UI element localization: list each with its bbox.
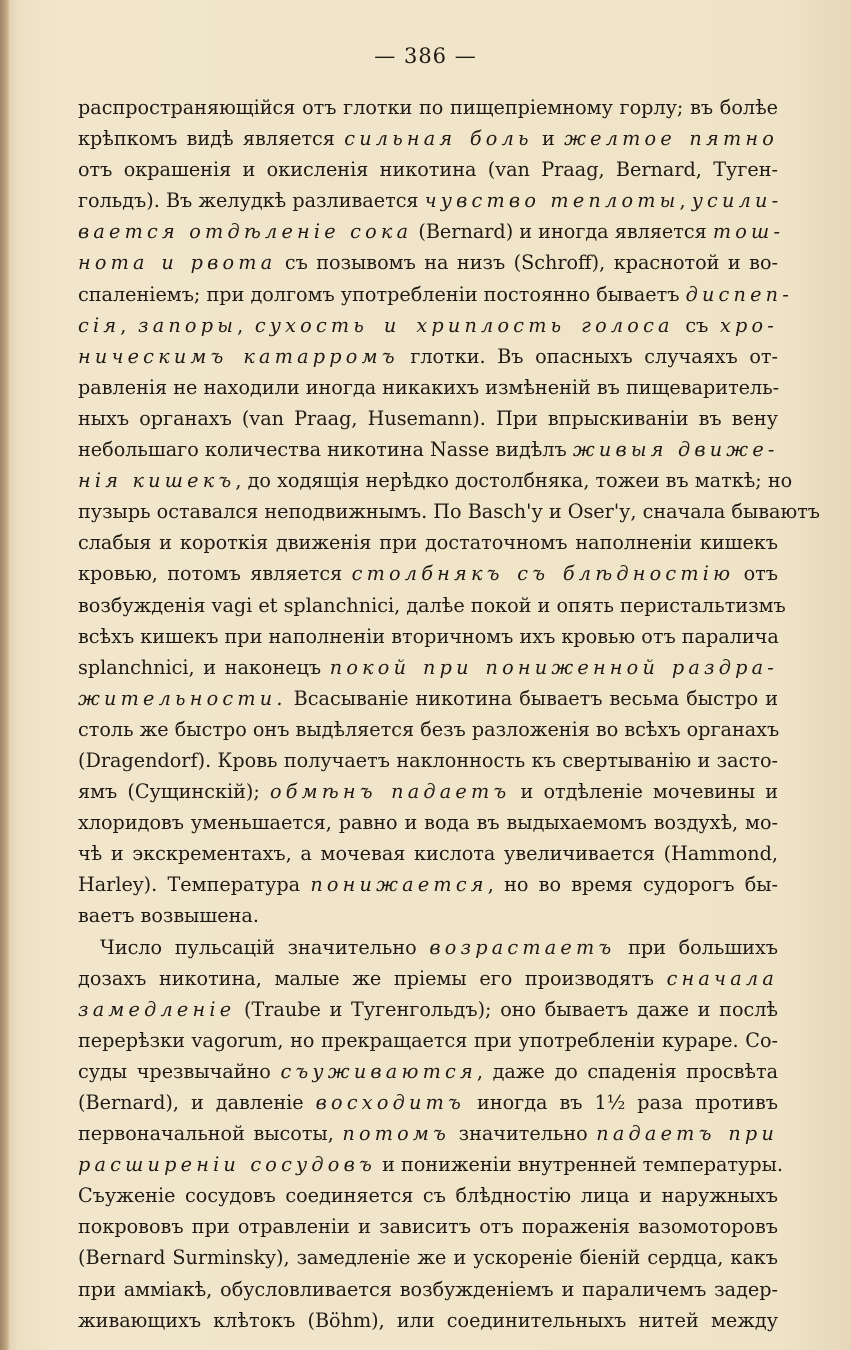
text-run: живающихъ клѣтокъ (Böhm), или соединительныхъ нитей между [78,1308,778,1332]
text-line [78,900,778,931]
text-run: (Bernard Surminsky), замедленіе же и ускореніе біеній сердца, какъ [78,1246,778,1270]
text-line [78,869,778,900]
text-line [78,994,778,1025]
text-run: значительно [450,1122,597,1146]
text-run: , [237,313,255,337]
text-line [78,807,778,838]
spaced-emphasis: сія [78,313,121,337]
text-line [78,558,778,589]
text-run: Harley). Температура [78,873,311,897]
text-line [78,838,778,869]
text-run: равленія не находили иногда никакихъ измѣненій въ пищеваритель- [78,375,780,399]
spaced-emphasis: падаетъ при [596,1122,779,1146]
text-run: съ позывомъ на низъ (Schroff), краснотой и во- [276,251,778,275]
spaced-emphasis: сначала [666,966,778,990]
text-line [78,590,786,621]
text-line [78,123,778,154]
text-line [78,279,793,310]
spaced-emphasis: нія кишекъ [78,469,236,493]
text-run: дозахъ никотина, малые же пріемы его производятъ [78,966,667,990]
text-run: , [679,189,692,213]
text-line [78,1274,778,1305]
text-line [78,434,778,465]
text-run: при амміакѣ, обусловливается возбужденіемъ и параличемъ задер- [78,1277,778,1301]
text-run: splanchnici, и наконецъ [78,655,330,679]
text-run: небольшаго количества никотина Nasse видѣлъ [78,438,573,462]
text-run: Число пульсацій значительно [100,935,430,959]
text-line [78,1180,778,1211]
spaced-emphasis: возрастаетъ [429,935,616,959]
text-line [78,621,778,652]
spaced-emphasis: столбнякъ съ блѣдностію [351,562,735,586]
spaced-emphasis: замедленіе [78,997,236,1021]
text-run: , но во время судорогъ бы- [487,873,779,897]
text-run: , даже до спаденія просвѣта [476,1059,779,1083]
text-line [78,154,778,185]
text-line [78,341,778,372]
text-run: (Dragendorf). Кровь получаетъ наклонность къ свертыванію и засто- [78,748,778,772]
text-line [78,92,778,123]
text-run: и пониженіи внутренней температуры. [375,1153,783,1177]
text-line [78,496,821,527]
text-line [78,527,778,558]
text-run: (Bernard) и иногда является [412,220,713,244]
text-run: возбужденія vagi et splanchnici, далѣе покой и опять перистальтизмъ [78,593,786,617]
page-number: — 386 — [374,44,477,68]
text-run: ямъ (Сущинскій); [78,780,270,804]
text-run: суды чрезвычайно [78,1059,281,1083]
spaced-emphasis: восходитъ [315,1091,466,1114]
text-line [78,403,778,434]
text-line [78,714,778,745]
spaced-emphasis: вается отдѣленіе сока [78,220,413,244]
spaced-emphasis: запоры [138,313,238,337]
spaced-emphasis: съуживаются [280,1059,477,1083]
text-run: (Traube и Тугенгольдъ); оно бываетъ даже и послѣ [235,997,778,1021]
spaced-emphasis: усили- [691,189,783,213]
spaced-emphasis: ническимъ катарромъ [78,344,399,368]
text-line [78,1211,778,1242]
text-run: первоначальной высоты, [78,1122,343,1146]
text-run: крѣпкомъ видѣ является [78,127,345,151]
spaced-emphasis: расширеніи сосудовъ [78,1153,376,1177]
text-run: , [120,313,138,337]
text-line [78,745,778,776]
text-run: Всасываніе никотина бываетъ весьма быстро и [286,686,778,710]
text-run: отъ окрашенія и окисленія никотина (van Praag, Bernard, Туген- [78,158,778,182]
text-line [78,932,778,963]
spaced-emphasis: покой при пониженной раздра- [329,655,778,679]
text-run: при большихъ [615,935,778,959]
text-run: спаленіемъ; при долгомъ употребленіи постоянно бываетъ [78,282,686,306]
text-line [78,247,778,278]
spaced-emphasis: живыя движе- [572,438,779,462]
spaced-emphasis: жительности. [78,686,287,710]
text-run: ныхъ органахъ (van Praag, Husemann). При впрыскиваніи въ вену [78,406,778,430]
text-run: и отдѣленіе мочевины и [510,780,778,804]
text-run: глотки. Въ опасныхъ случаяхъ от- [398,344,778,368]
text-line [78,1056,778,1087]
spaced-emphasis: диспеп- [685,282,793,306]
text-run: пузырь оставался неподвижнымъ. По Basch'у и Oser'у, сначала бываютъ [78,500,821,524]
text-run: столь же быстро онъ выдѣляется безъ разложенія во всѣхъ органахъ [78,717,780,741]
spaced-emphasis: желтое пятно [564,127,778,151]
spaced-emphasis: тош- [712,220,785,244]
text-line [78,1118,778,1149]
text-run: гольдъ). Въ желудкѣ разливается [78,189,425,213]
spaced-emphasis: сухость и хриплость голоса [254,313,674,337]
text-run: , до ходящія нерѣдко достолбняка, тожеи въ маткѣ; но [235,469,793,493]
text-run: и [532,127,565,151]
spaced-emphasis: сильная боль [344,127,533,151]
text-run: отъ [734,562,778,586]
spaced-emphasis: понижается [310,873,488,897]
text-line [78,1087,778,1118]
page-spine-edge [0,0,10,1350]
text-line [78,652,778,683]
text-run: хлоридовъ уменьшается, равно и вода въ выдыхаемомъ воздухѣ, мо- [78,811,778,835]
spaced-emphasis: чувство теплоты [424,189,680,213]
spaced-emphasis: хро- [719,313,778,337]
text-run: (Bernard), и давленіе [78,1091,316,1114]
text-line [78,776,778,807]
spaced-emphasis: обмѣнъ падаетъ [269,780,511,804]
text-line [78,185,783,216]
text-line [78,683,778,714]
body-text [78,92,821,1336]
spaced-emphasis: потомъ [342,1122,451,1146]
text-line [78,216,785,247]
text-run: распространяющійся отъ глотки по пищепріемному горлу; въ болѣе [78,96,778,119]
text-line [78,372,778,403]
text-run: кровью, потомъ является [78,562,352,586]
text-run: покрововъ при отравленіи и зависитъ отъ пораженія вазомоторовъ [78,1215,778,1239]
text-line [78,1149,783,1180]
text-line [78,1242,778,1273]
text-run: чѣ и экскрементахъ, а мочевая кислота увеличивается (Hammond, [78,842,778,866]
text-run: всѣхъ кишекъ при наполненіи вторичномъ ихъ кровью отъ паралича [78,624,779,648]
text-run: Съуженіе сосудовъ соединяется съ блѣдностію лица и наружныхъ [78,1184,778,1208]
text-run: перерѣзки vagorum, но прекращается при употребленіи кураре. Со- [78,1028,778,1052]
text-line [78,963,778,994]
text-line [78,1025,778,1056]
text-run: ваетъ возвышена. [78,904,259,928]
text-run: иногда въ 1½ раза противъ [465,1091,778,1114]
spaced-emphasis: нота и рвота [78,251,277,275]
text-line [78,465,793,496]
text-run: слабыя и короткія движенія при достаточномъ наполненіи кишекъ [78,531,778,555]
text-line [78,310,778,341]
text-line [78,1305,778,1336]
text-run: съ [673,313,720,337]
